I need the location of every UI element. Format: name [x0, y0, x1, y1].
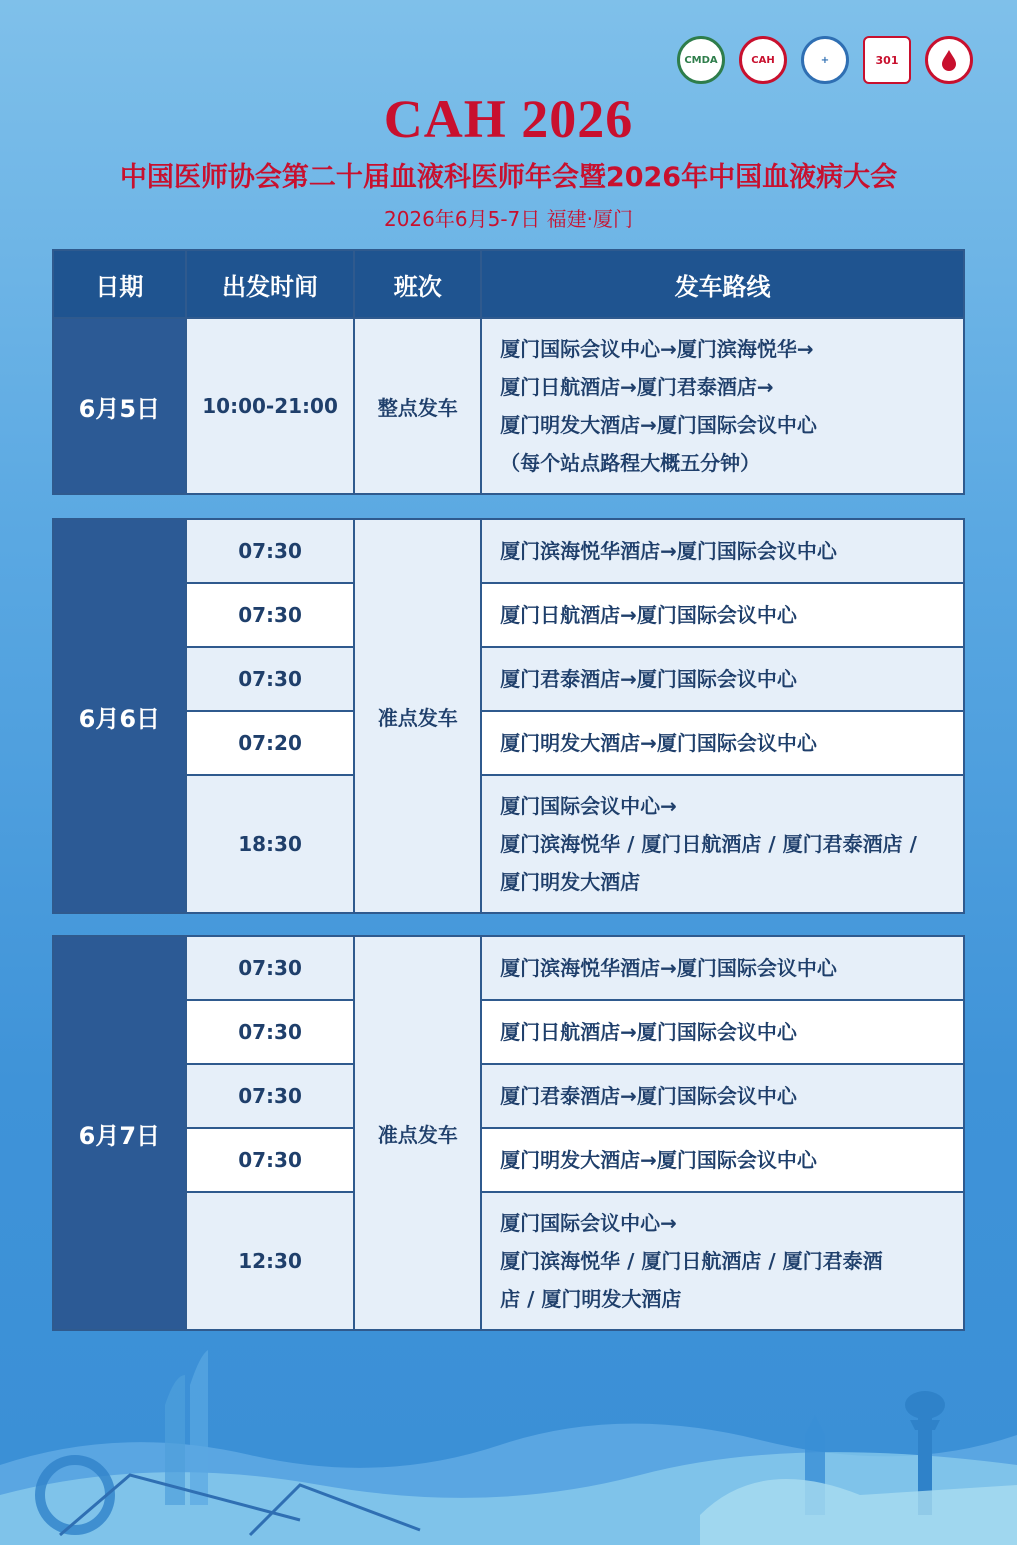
time-cell: 10:00-21:00	[186, 318, 355, 494]
logo-row	[677, 36, 973, 84]
table-row	[53, 936, 964, 1000]
route-cell: 厦门滨海悦华酒店→厦门国际会议中心	[481, 519, 964, 583]
table-row	[53, 583, 964, 647]
col-header-time: 出发时间	[186, 250, 355, 318]
route-line: 厦门国际会议中心→厦门滨海悦华→	[500, 337, 814, 361]
route-cell: 厦门滨海悦华酒店→厦门国际会议中心	[481, 936, 964, 1000]
table-row	[53, 1192, 964, 1330]
plagh-logo-icon: 301	[863, 36, 911, 84]
route-cell: 厦门明发大酒店→厦门国际会议中心	[481, 711, 964, 775]
route-cell	[481, 1192, 964, 1330]
schedule-table-day3	[52, 935, 965, 1331]
drop-logo-icon	[925, 36, 973, 84]
route-cell	[481, 775, 964, 913]
route-cell: 厦门明发大酒店→厦门国际会议中心	[481, 1128, 964, 1192]
xiamen-skyline-illustration	[0, 1345, 1017, 1545]
route-line: 厦门国际会议中心→	[500, 1211, 677, 1235]
time-cell: 07:30	[186, 1128, 355, 1192]
route-line: 厦门明发大酒店	[500, 870, 641, 894]
time-cell: 07:30	[186, 1064, 355, 1128]
page-subtitle: 中国医师协会第二十届血液科医师年会暨2026年中国血液病大会	[119, 162, 898, 193]
table-row	[53, 647, 964, 711]
col-header-shift: 班次	[354, 250, 481, 318]
page-title: CAH 2026	[383, 89, 634, 149]
route-cell: 厦门日航酒店→厦门国际会议中心	[481, 1000, 964, 1064]
shift-cell: 准点发车	[354, 519, 481, 913]
time-cell: 12:30	[186, 1192, 355, 1330]
route-line: 厦门滨海悦华 / 厦门日航酒店 / 厦门君泰酒	[500, 1249, 883, 1273]
route-note: （每个站点路程大概五分钟）	[500, 451, 761, 475]
schedule-table-day2	[52, 518, 965, 914]
shift-cell: 整点发车	[354, 318, 481, 494]
table-row	[53, 1064, 964, 1128]
route-line: 厦门日航酒店→厦门君泰酒店→	[500, 375, 774, 399]
event-dateline: 2026年6月5-7日 福建·厦门	[383, 207, 633, 231]
route-line: 厦门国际会议中心→	[500, 794, 677, 818]
cmda-logo-icon: CMDA	[677, 36, 725, 84]
table-row	[53, 1000, 964, 1064]
route-cell: 厦门君泰酒店→厦门国际会议中心	[481, 647, 964, 711]
col-header-date: 日期	[53, 250, 186, 318]
time-cell: 07:30	[186, 1000, 355, 1064]
schedule-table-day1	[52, 249, 965, 495]
table-row	[53, 711, 964, 775]
cah-logo-icon: CAH	[739, 36, 787, 84]
table-row	[53, 775, 964, 913]
route-cell: 厦门日航酒店→厦门国际会议中心	[481, 583, 964, 647]
time-cell: 07:30	[186, 519, 355, 583]
table-header-row	[53, 250, 964, 318]
time-cell: 07:30	[186, 936, 355, 1000]
route-line: 店 / 厦门明发大酒店	[500, 1287, 682, 1311]
date-cell: 6月6日	[53, 519, 186, 913]
route-cell	[481, 318, 964, 494]
cross-logo-icon: +	[801, 36, 849, 84]
route-cell: 厦门君泰酒店→厦门国际会议中心	[481, 1064, 964, 1128]
table-row	[53, 519, 964, 583]
shift-cell: 准点发车	[354, 936, 481, 1330]
date-cell: 6月5日	[53, 318, 186, 494]
route-line: 厦门滨海悦华 / 厦门日航酒店 / 厦门君泰酒店 /	[500, 832, 917, 856]
time-cell: 18:30	[186, 775, 355, 913]
col-header-route: 发车路线	[481, 250, 964, 318]
route-line: 厦门明发大酒店→厦门国际会议中心	[500, 413, 817, 437]
table-row	[53, 1128, 964, 1192]
date-cell: 6月7日	[53, 936, 186, 1330]
table-row	[53, 318, 964, 494]
time-cell: 07:30	[186, 583, 355, 647]
time-cell: 07:30	[186, 647, 355, 711]
time-cell: 07:20	[186, 711, 355, 775]
